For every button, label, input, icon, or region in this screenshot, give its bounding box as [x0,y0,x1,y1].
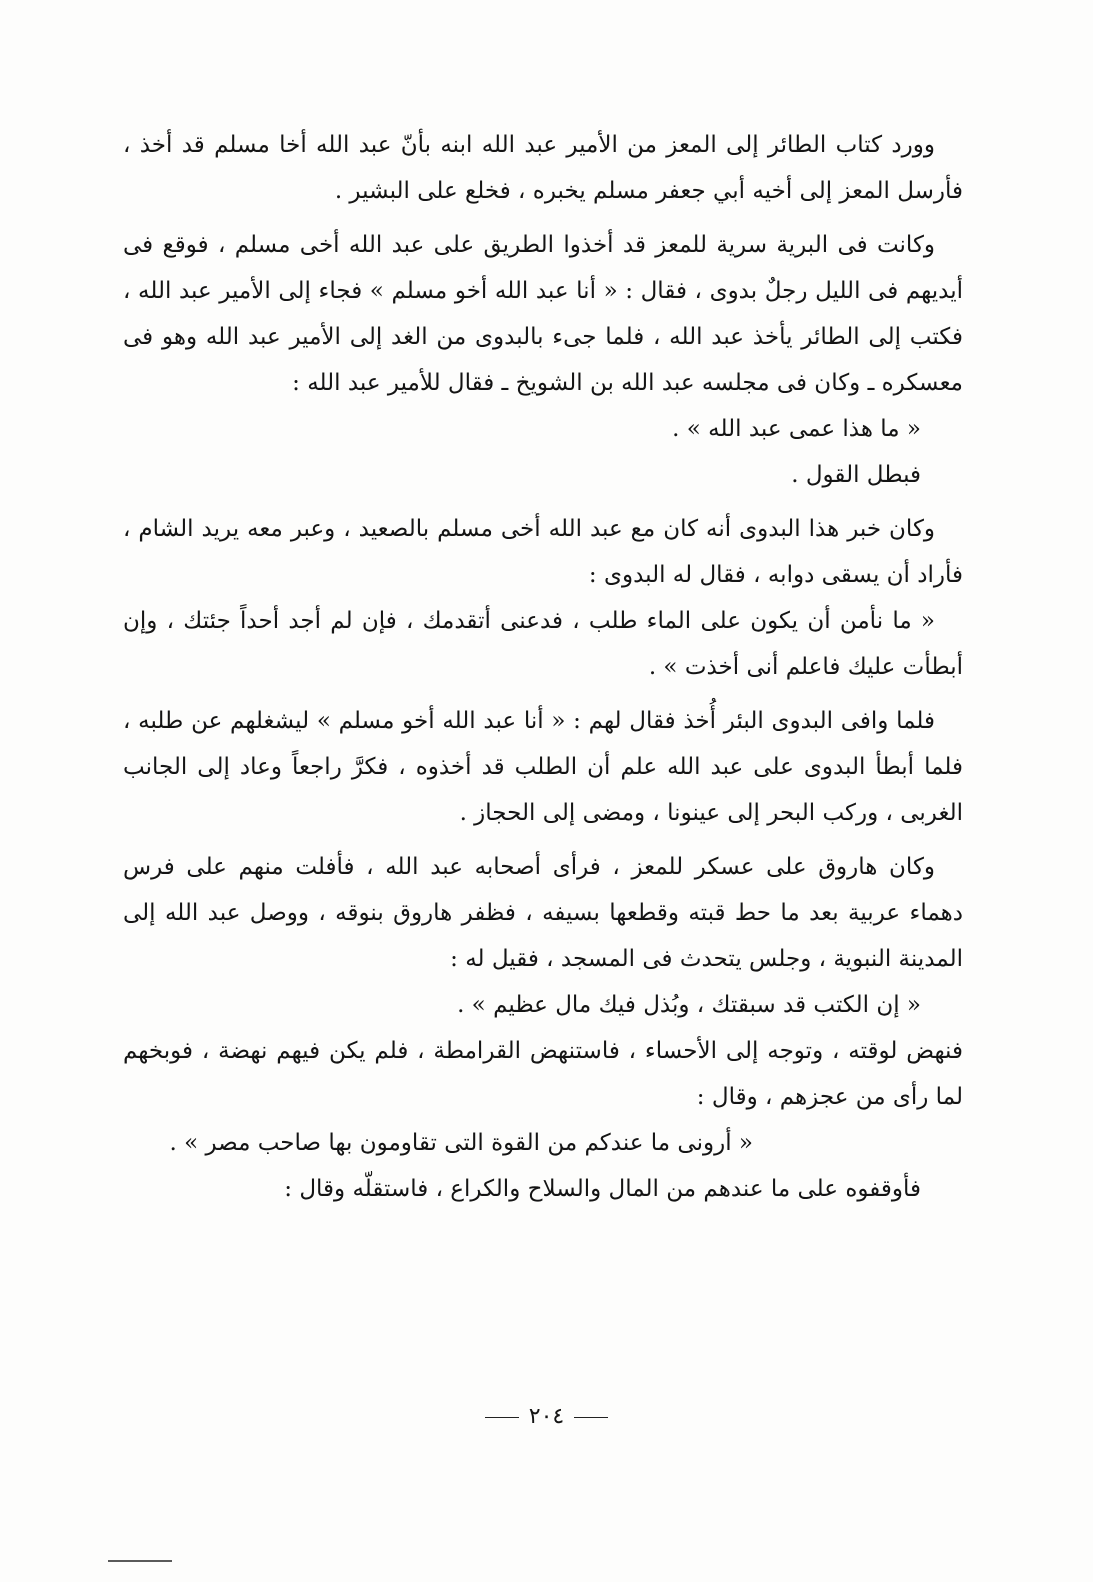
quotation-line: « ما هذا عمى عبد الله » . [672,416,921,442]
paragraph: وكان خبر هذا البدوى أنه كان مع عبد الله أخى مسلم بالصعيد ، وعبر معه يريد الشام ، فأراد أن يسقى دوابه ، فقال له البدوى : [123,516,963,588]
quotation-paragraph: « ما نأمن أن يكون على الماء طلب ، فدعنى أتقدمك ، فإن لم أجد أحداً جئتك ، وإن أبطأت عليك فاعلم أنى أخذت » . [123,608,963,680]
body-text [123,122,963,1212]
paragraph: وورد كتاب الطائر إلى المعز من الأمير عبد الله ابنه بأنّ عبد الله أخا مسلم قد أخذ ، فأرسل المعز إلى أخيه أبي جعفر مسلم يخبره ، فخلع على البشير . [123,132,963,204]
paragraph: وكانت فى البرية سرية للمعز قد أخذوا الطريق على عبد الله أخى مسلم ، فوقع فى أيديهم فى الليل رجلٌ بدوى ، فقال : « أنا عبد الله أخو مسلم » فجاء إلى الأمير عبد الله ، فكتب إلى الطائر يأخذ عبد الله ، فلما جىء بالبدوى من الغد إلى الأمير عبد الله وهو فى معسكره ـ وكان فى مجلسه عبد الله بن الشويخ ـ فقال للأمير عبد الله : [123,232,963,396]
page-number-dash [574,1417,608,1418]
quotation-line: « إن الكتب قد سبقتك ، وبُذل فيك مال عظيم » . [457,992,921,1018]
page-number-dash [485,1417,519,1418]
paragraph: فلما وافى البدوى البئر أُخذ فقال لهم : « أنا عبد الله أخو مسلم » ليشغلهم عن طلبه ، فلما أبطأ البدوى على عبد الله علم أن الطلب قد أخذوه ، فكرَّ راجعاً وعاد إلى الجانب الغربى ، وركب البحر إلى عينونا ، ومضى إلى الحجاز . [123,708,963,826]
page-number [0,1404,1093,1429]
scan-artifact-line [108,1560,172,1562]
paragraph: وكان هاروق على عسكر للمعز ، فرأى أصحابه عبد الله ، فأفلت منهم على فرس دهماء عربية بعد ما حط قبته وقطعها بسيفه ، فظفر هاروق بنوقه ، ووصل عبد الله إلى المدينة النبوية ، وجلس يتحدث فى المسجد ، فقيل له : [123,854,963,972]
paragraph: فأوقفوه على ما عندهم من المال والسلاح والكراع ، فاستقلّه وقال : [284,1176,921,1202]
quotation-line: « أرونى ما عندكم من القوة التى تقاومون بها صاحب مصر » . [169,1130,753,1156]
paragraph: فنهض لوقته ، وتوجه إلى الأحساء ، فاستنهض القرامطة ، فلم يكن فيهم نهضة ، فوبخهم لما رأى من عجزهم ، وقال : [123,1038,963,1110]
paragraph: فبطل القول . [791,462,921,488]
page-number-value: ٢٠٤ [528,1404,565,1429]
